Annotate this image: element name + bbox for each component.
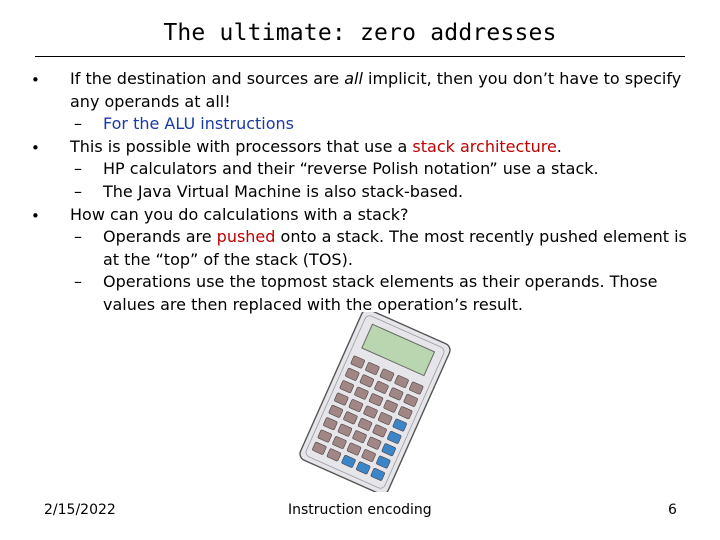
sub-bullet-item	[0, 158, 720, 181]
text-run: .	[556, 136, 562, 156]
sub-bullet-marker: –	[74, 159, 82, 179]
bullet-marker: •	[31, 138, 40, 157]
footer-title: Instruction encoding	[288, 502, 432, 518]
slide-title: The ultimate: zero addresses	[163, 20, 557, 46]
sub-bullet-item	[0, 181, 720, 204]
sub-bullet-item	[0, 226, 720, 271]
footer-page-number: 6	[668, 502, 677, 518]
bullet-item	[0, 136, 720, 159]
text-run: The Java Virtual Machine is also stack-based.	[103, 181, 464, 201]
text-run: all	[344, 69, 363, 88]
title-underline	[35, 56, 685, 57]
sub-bullet-marker: –	[74, 272, 82, 292]
text-run: implicit, then you don’t have to specify any operands at all!	[70, 69, 682, 111]
text-run: HP calculators and their “reverse Polish notation” use a stack.	[103, 159, 599, 179]
text-run: How can you do calculations with a stack?	[70, 204, 409, 224]
footer-date: 2/15/2022	[44, 502, 116, 518]
calculator-illustration	[280, 312, 470, 492]
text-run: If the destination and sources are	[70, 69, 345, 88]
text-run: Operands are	[103, 227, 217, 247]
text-run: stack architecture	[412, 136, 557, 156]
sub-bullet-marker: –	[74, 181, 82, 201]
text-run: This is possible with processors that use a	[70, 136, 413, 156]
sub-bullet-item	[0, 271, 720, 316]
sub-bullet-marker: –	[74, 114, 82, 134]
sub-bullet-marker: –	[74, 227, 82, 247]
text-run: Operations use the topmost stack elements as their operands. Those values are then replaced with the operation’s result.	[103, 272, 658, 314]
sub-bullet-item	[0, 113, 720, 136]
bullet-marker: •	[31, 206, 40, 225]
bullet-item	[0, 68, 720, 113]
calculator-group	[298, 312, 452, 492]
bullet-item	[0, 204, 720, 227]
bullet-marker: •	[31, 71, 40, 89]
text-run: onto a stack. The most recently pushed element is at the “top” of the stack (TOS).	[103, 227, 687, 269]
text-run: pushed	[216, 227, 276, 247]
text-run: For the ALU instructions	[103, 114, 294, 134]
bullet-list	[0, 68, 720, 317]
